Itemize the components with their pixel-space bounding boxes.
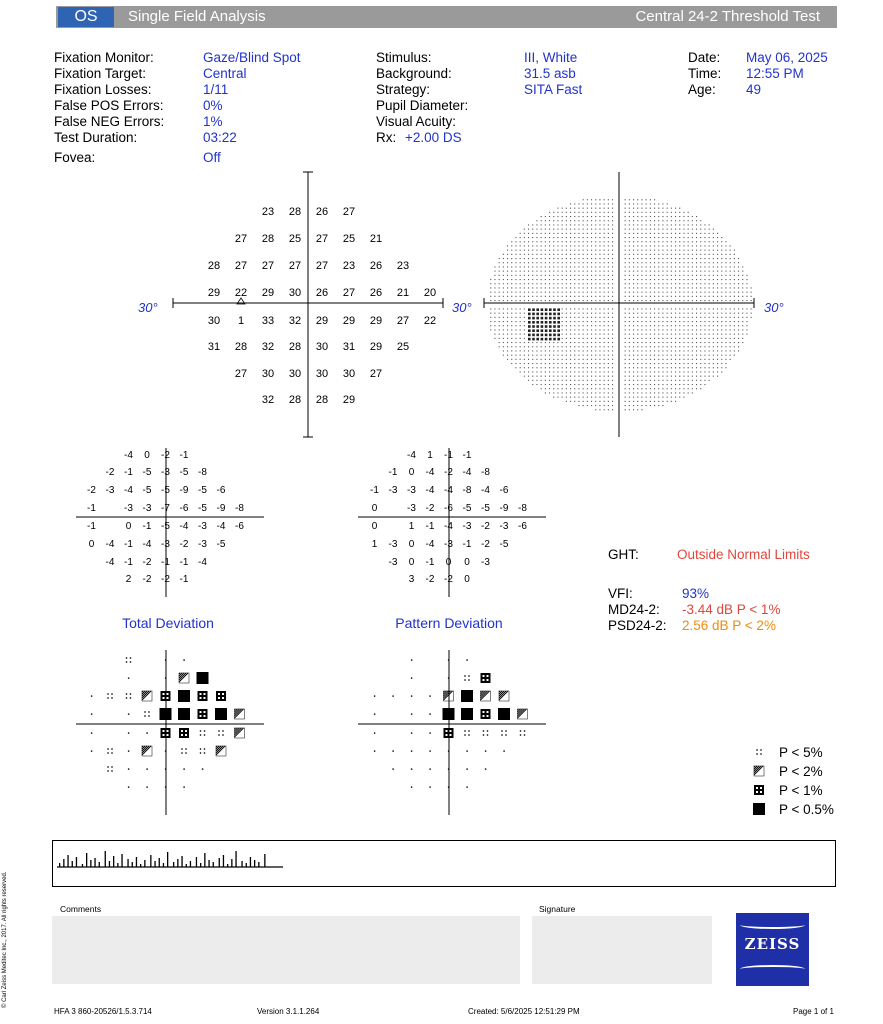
eye-badge: OS bbox=[58, 7, 114, 27]
deviation-value: -9 bbox=[499, 503, 509, 514]
age-value: 49 bbox=[746, 82, 762, 97]
deviation-value: 1 bbox=[371, 539, 378, 550]
deviation-value: -1 bbox=[161, 557, 170, 568]
deviation-value: -2 bbox=[425, 574, 435, 585]
threshold-value: 28 bbox=[288, 394, 302, 406]
deviation-value: -6 bbox=[444, 503, 453, 514]
deviation-value: 0 bbox=[125, 521, 132, 532]
psd-label: PSD24-2: bbox=[608, 618, 667, 633]
gaze-bar bbox=[219, 858, 220, 867]
threshold-value: 1 bbox=[237, 315, 245, 327]
deviation-value: -8 bbox=[462, 485, 472, 496]
gaze-bar bbox=[258, 862, 259, 867]
deviation-value: -8 bbox=[518, 503, 527, 514]
gaze-bar bbox=[231, 859, 232, 867]
deviation-value: -2 bbox=[444, 467, 453, 478]
probability-symbol bbox=[756, 749, 761, 754]
gaze-bar bbox=[150, 855, 151, 867]
gaze-tracker bbox=[52, 840, 836, 887]
gaze-bar bbox=[144, 860, 145, 867]
deviation-value: -3 bbox=[444, 539, 453, 550]
deviation-value: 0 bbox=[408, 539, 415, 550]
deviation-value: 0 bbox=[408, 467, 415, 478]
gaze-bar bbox=[76, 857, 77, 867]
stimulus-label: Stimulus: bbox=[376, 50, 432, 65]
deviation-value: -3 bbox=[388, 539, 398, 550]
deviation-value: -2 bbox=[161, 450, 170, 461]
signature-box[interactable] bbox=[532, 916, 712, 984]
deviation-value: -5 bbox=[161, 521, 170, 532]
deviation-value: -3 bbox=[161, 467, 170, 478]
gaze-bar bbox=[127, 859, 128, 867]
false-pos-value: 0% bbox=[203, 98, 223, 113]
deviation-value: -2 bbox=[481, 539, 490, 550]
gaze-bar bbox=[163, 863, 164, 867]
strategy-label: Strategy: bbox=[376, 82, 431, 97]
deviation-value: -1 bbox=[179, 450, 189, 461]
deviation-value: -5 bbox=[499, 539, 509, 550]
deviation-value: -1 bbox=[87, 521, 96, 532]
gaze-bar bbox=[196, 857, 197, 867]
gaze-bar bbox=[154, 861, 155, 867]
rx-value: +2.00 DS bbox=[405, 130, 462, 145]
gaze-bar bbox=[86, 853, 87, 867]
deviation-value: 3 bbox=[408, 574, 415, 585]
deviation-value: -4 bbox=[198, 557, 207, 568]
gaze-bar bbox=[136, 857, 137, 867]
comments-box[interactable] bbox=[52, 916, 520, 984]
deviation-value: -5 bbox=[198, 503, 207, 514]
threshold-value: 29 bbox=[315, 315, 329, 327]
gaze-bar bbox=[132, 862, 133, 867]
gaze-bar bbox=[264, 854, 265, 867]
gaze-bar bbox=[181, 856, 182, 867]
psd-value: 2.56 dB P < 2% bbox=[682, 618, 776, 633]
gaze-bar bbox=[99, 862, 100, 867]
vfi-value: 93% bbox=[682, 586, 710, 601]
deviation-value: -5 bbox=[198, 485, 207, 496]
deviation-value: -1 bbox=[462, 450, 472, 461]
deviation-value: -4 bbox=[425, 485, 435, 496]
threshold-value: 29 bbox=[342, 315, 356, 327]
deviation-value: -1 bbox=[179, 574, 189, 585]
deviation-value: -1 bbox=[370, 485, 379, 496]
stimulus-value: III, White bbox=[524, 50, 578, 65]
deviation-value: -1 bbox=[87, 503, 96, 514]
gaze-bar bbox=[94, 858, 95, 867]
threshold-value: 23 bbox=[261, 206, 275, 218]
deviation-value: -6 bbox=[179, 503, 189, 514]
deviation-value: 0 bbox=[371, 521, 378, 532]
vfi-label: VFI: bbox=[608, 586, 633, 601]
threshold-value: 32 bbox=[261, 394, 275, 406]
deviation-value: -5 bbox=[216, 539, 226, 550]
deviation-value: -1 bbox=[179, 557, 189, 568]
gaze-bar bbox=[59, 863, 60, 867]
gaze-bar bbox=[250, 857, 251, 867]
gaze-bar bbox=[159, 858, 160, 867]
false-neg-value: 1% bbox=[203, 114, 223, 129]
deviation-value: 1 bbox=[427, 450, 433, 461]
deviation-value: 1 bbox=[408, 521, 415, 532]
deviation-value: -8 bbox=[481, 467, 490, 478]
deviation-value: -2 bbox=[142, 557, 152, 568]
deviation-value: -1 bbox=[124, 467, 133, 478]
threshold-value: 27 bbox=[234, 233, 248, 245]
threshold-value: 28 bbox=[261, 233, 275, 245]
deviation-value: -7 bbox=[161, 503, 170, 514]
threshold-value: 31 bbox=[342, 341, 356, 353]
threshold-value: 25 bbox=[288, 233, 302, 245]
deviation-value: -5 bbox=[142, 485, 152, 496]
legend-p5: P < 5% bbox=[779, 745, 823, 760]
deviation-value: -5 bbox=[481, 503, 490, 514]
date-label: Date: bbox=[688, 50, 721, 65]
threshold-value: 30 bbox=[342, 368, 356, 380]
threshold-value: 30 bbox=[315, 341, 329, 353]
gaze-bar bbox=[109, 861, 110, 867]
threshold-value: 30 bbox=[261, 368, 275, 380]
footer-version: Version 3.1.1.264 bbox=[257, 1007, 320, 1016]
md-label: MD24-2: bbox=[608, 602, 660, 617]
deviation-value: -3 bbox=[198, 539, 207, 550]
ght-value: Outside Normal Limits bbox=[677, 547, 810, 562]
threshold-value: 29 bbox=[342, 394, 356, 406]
threshold-value: 27 bbox=[342, 206, 356, 218]
gaze-bar bbox=[90, 860, 91, 867]
zeiss-logo-text: ZEISS bbox=[744, 935, 801, 953]
deviation-value: 0 bbox=[88, 539, 95, 550]
background-label: Background: bbox=[376, 66, 452, 81]
deviation-value: -4 bbox=[444, 485, 453, 496]
deviation-value: -1 bbox=[444, 450, 453, 461]
gaze-bar bbox=[227, 864, 228, 867]
gaze-bar bbox=[213, 862, 214, 867]
deviation-value: -5 bbox=[462, 503, 472, 514]
deviation-value: 2 bbox=[125, 574, 132, 585]
threshold-value: 29 bbox=[369, 341, 383, 353]
deviation-value: -3 bbox=[105, 485, 115, 496]
deviation-value: -1 bbox=[388, 467, 398, 478]
gaze-bar bbox=[117, 863, 118, 867]
deviation-value: -3 bbox=[388, 485, 398, 496]
threshold-value: 21 bbox=[396, 287, 410, 299]
threshold-value: 23 bbox=[342, 260, 356, 272]
threshold-value: 26 bbox=[315, 206, 329, 218]
threshold-value: 33 bbox=[261, 315, 275, 327]
deviation-value: -4 bbox=[105, 557, 115, 568]
deviation-value: -2 bbox=[142, 574, 152, 585]
threshold-value: 27 bbox=[234, 260, 248, 272]
gaze-bar bbox=[190, 861, 191, 867]
rx-label: Rx: bbox=[376, 130, 397, 145]
fovea-value: Off bbox=[203, 150, 221, 165]
deviation-value: -8 bbox=[235, 503, 244, 514]
threshold-value: 27 bbox=[342, 287, 356, 299]
deviation-value: -8 bbox=[198, 467, 207, 478]
threshold-value: 27 bbox=[396, 315, 410, 327]
deviation-value: -3 bbox=[407, 503, 416, 514]
gaze-bar bbox=[241, 861, 242, 867]
threshold-value: 30 bbox=[288, 287, 302, 299]
deviation-value: -6 bbox=[235, 521, 244, 532]
ght-label: GHT: bbox=[608, 547, 639, 562]
deviation-value: -4 bbox=[444, 521, 453, 532]
deviation-value: -4 bbox=[179, 521, 189, 532]
deviation-value: -3 bbox=[388, 557, 398, 568]
deviation-value: -4 bbox=[124, 450, 133, 461]
fixation-losses-label: Fixation Losses: bbox=[54, 82, 152, 97]
deviation-value: 0 bbox=[464, 557, 470, 568]
threshold-value: 26 bbox=[369, 287, 383, 299]
signature-label: Signature bbox=[539, 904, 576, 914]
deviation-value: -1 bbox=[462, 539, 472, 550]
legend-p1: P < 1% bbox=[779, 783, 823, 798]
deviation-value: -1 bbox=[142, 521, 152, 532]
threshold-value: 22 bbox=[234, 287, 248, 299]
date-value: May 06, 2025 bbox=[746, 50, 828, 65]
threshold-value: 28 bbox=[288, 341, 302, 353]
threshold-value: 27 bbox=[234, 368, 248, 380]
deviation-value: -9 bbox=[216, 503, 226, 514]
gaze-bar bbox=[200, 863, 201, 867]
deviation-value: -9 bbox=[179, 485, 189, 496]
footer-created: Created: 5/6/2025 12:51:29 PM bbox=[468, 1007, 580, 1016]
threshold-value: 23 bbox=[396, 260, 410, 272]
deviation-value: -4 bbox=[425, 467, 435, 478]
threshold-value: 29 bbox=[261, 287, 275, 299]
gaze-bar bbox=[208, 860, 209, 867]
test-name: Central 24-2 Threshold Test bbox=[635, 8, 820, 25]
deviation-value: -6 bbox=[518, 521, 527, 532]
gaze-bar bbox=[223, 855, 224, 867]
deviation-value: -3 bbox=[142, 503, 152, 514]
threshold-value: 31 bbox=[207, 341, 221, 353]
deviation-value: -2 bbox=[444, 574, 453, 585]
time-label: Time: bbox=[688, 66, 722, 81]
threshold-value: 25 bbox=[396, 341, 410, 353]
deviation-value: -3 bbox=[124, 503, 133, 514]
gaze-trace bbox=[53, 841, 835, 886]
gaze-bar bbox=[173, 862, 174, 867]
threshold-value: 27 bbox=[315, 233, 329, 245]
deviation-value: -2 bbox=[105, 467, 115, 478]
gaze-bar bbox=[186, 864, 187, 867]
threshold-value: 30 bbox=[288, 368, 302, 380]
threshold-value: 32 bbox=[261, 341, 275, 353]
deviation-value: -3 bbox=[198, 521, 207, 532]
pattern-deviation-caption: Pattern Deviation bbox=[395, 615, 503, 631]
legend-p05: P < 0.5% bbox=[779, 802, 834, 817]
pupil-diameter-label: Pupil Diameter: bbox=[376, 98, 469, 113]
background-value: 31.5 asb bbox=[524, 66, 576, 81]
deviation-value: -3 bbox=[161, 539, 170, 550]
age-label: Age: bbox=[688, 82, 716, 97]
false-neg-label: False NEG Errors: bbox=[54, 114, 165, 129]
deviation-value: -3 bbox=[462, 521, 472, 532]
threshold-value: 28 bbox=[315, 394, 329, 406]
deviation-value: -6 bbox=[499, 485, 509, 496]
threshold-value: 29 bbox=[369, 315, 383, 327]
gaze-bar bbox=[246, 863, 247, 867]
deviation-value: -6 bbox=[216, 485, 226, 496]
fixation-monitor-value: Gaze/Blind Spot bbox=[203, 50, 301, 65]
threshold-value: 32 bbox=[288, 315, 302, 327]
threshold-value: 20 bbox=[423, 287, 437, 299]
zeiss-logo bbox=[736, 913, 809, 986]
threshold-value: 28 bbox=[288, 206, 302, 218]
threshold-value: 30 bbox=[315, 368, 329, 380]
threshold-value: 26 bbox=[369, 260, 383, 272]
footer-device: HFA 3 860-20526/1.5.3.714 bbox=[54, 1007, 152, 1016]
fixation-monitor-label: Fixation Monitor: bbox=[54, 50, 154, 65]
threshold-value: 26 bbox=[315, 287, 329, 299]
threshold-value: 21 bbox=[369, 233, 383, 245]
gaze-bar bbox=[167, 852, 168, 867]
deviation-value: -2 bbox=[481, 521, 490, 532]
deviation-value: -3 bbox=[499, 521, 509, 532]
threshold-value: 28 bbox=[207, 260, 221, 272]
axis-label-right-2: 30° bbox=[764, 300, 784, 315]
deviation-value: -1 bbox=[124, 539, 133, 550]
deviation-value: -1 bbox=[425, 557, 435, 568]
deviation-value: 0 bbox=[408, 557, 415, 568]
fovea-label: Fovea: bbox=[54, 150, 96, 165]
deviation-value: -4 bbox=[124, 485, 133, 496]
strategy-value: SITA Fast bbox=[524, 82, 583, 97]
fixation-target-value: Central bbox=[203, 66, 247, 81]
deviation-value: -4 bbox=[407, 450, 416, 461]
threshold-value: 25 bbox=[342, 233, 356, 245]
copyright-notice: © Carl Zeiss Meditec Inc., 2017. All rights reserved. bbox=[2, 871, 8, 1008]
gaze-bar bbox=[235, 851, 236, 867]
footer-page: Page 1 of 1 bbox=[793, 1007, 834, 1016]
threshold-value: 22 bbox=[423, 315, 437, 327]
deviation-value: -4 bbox=[425, 539, 435, 550]
visual-acuity-label: Visual Acuity: bbox=[376, 114, 457, 129]
gaze-bar bbox=[204, 853, 205, 867]
test-duration-label: Test Duration: bbox=[54, 130, 138, 145]
comments-label: Comments bbox=[60, 904, 102, 914]
deviation-value: 0 bbox=[371, 503, 378, 514]
deviation-value: -3 bbox=[481, 557, 490, 568]
probability-symbol bbox=[754, 766, 764, 776]
false-pos-label: False POS Errors: bbox=[54, 98, 164, 113]
gaze-bar bbox=[121, 854, 122, 867]
time-value: 12:55 PM bbox=[746, 66, 804, 81]
threshold-value: 30 bbox=[207, 315, 221, 327]
deviation-value: -2 bbox=[179, 539, 189, 550]
deviation-value: -4 bbox=[142, 539, 152, 550]
threshold-value: 27 bbox=[288, 260, 302, 272]
probability-symbol bbox=[753, 803, 765, 815]
deviation-value: -2 bbox=[87, 485, 96, 496]
deviation-value: -2 bbox=[161, 574, 170, 585]
deviation-value: -1 bbox=[425, 521, 435, 532]
deviation-value: -1 bbox=[124, 557, 133, 568]
gaze-bar bbox=[67, 855, 68, 867]
fixation-losses-value: 1/11 bbox=[203, 82, 229, 97]
deviation-value: -5 bbox=[142, 467, 152, 478]
threshold-value: 27 bbox=[261, 260, 275, 272]
total-deviation-caption: Total Deviation bbox=[122, 615, 214, 631]
deviation-value: -5 bbox=[161, 485, 170, 496]
deviation-value: -4 bbox=[462, 467, 472, 478]
gaze-bar bbox=[105, 851, 106, 867]
gaze-bar bbox=[140, 864, 141, 867]
deviation-value: -5 bbox=[179, 467, 189, 478]
axis-label-right: 30° bbox=[452, 300, 472, 315]
deviation-value: -3 bbox=[407, 485, 416, 496]
probability-symbol bbox=[754, 785, 764, 795]
gaze-bar bbox=[63, 859, 64, 867]
deviation-value: -4 bbox=[481, 485, 490, 496]
md-value: -3.44 dB P < 1% bbox=[682, 602, 781, 617]
test-duration-value: 03:22 bbox=[203, 130, 237, 145]
deviation-value: 0 bbox=[464, 574, 470, 585]
legend-p2: P < 2% bbox=[779, 764, 823, 779]
deviation-value: -4 bbox=[105, 539, 115, 550]
fixation-target-label: Fixation Target: bbox=[54, 66, 147, 81]
deviation-value: -2 bbox=[425, 503, 435, 514]
gaze-bar bbox=[72, 861, 73, 867]
deviation-value: 0 bbox=[144, 450, 150, 461]
threshold-value: 29 bbox=[207, 287, 221, 299]
threshold-value: 27 bbox=[369, 368, 383, 380]
threshold-value: 27 bbox=[315, 260, 329, 272]
axis-label-left: 30° bbox=[138, 300, 158, 315]
deviation-value: -4 bbox=[216, 521, 226, 532]
report-title: Single Field Analysis bbox=[128, 8, 266, 25]
gaze-bar bbox=[113, 856, 114, 867]
threshold-value: 28 bbox=[234, 341, 248, 353]
deviation-value: 0 bbox=[445, 557, 452, 568]
gaze-bar bbox=[254, 860, 255, 867]
gaze-bar bbox=[82, 864, 83, 867]
gaze-bar bbox=[177, 859, 178, 867]
